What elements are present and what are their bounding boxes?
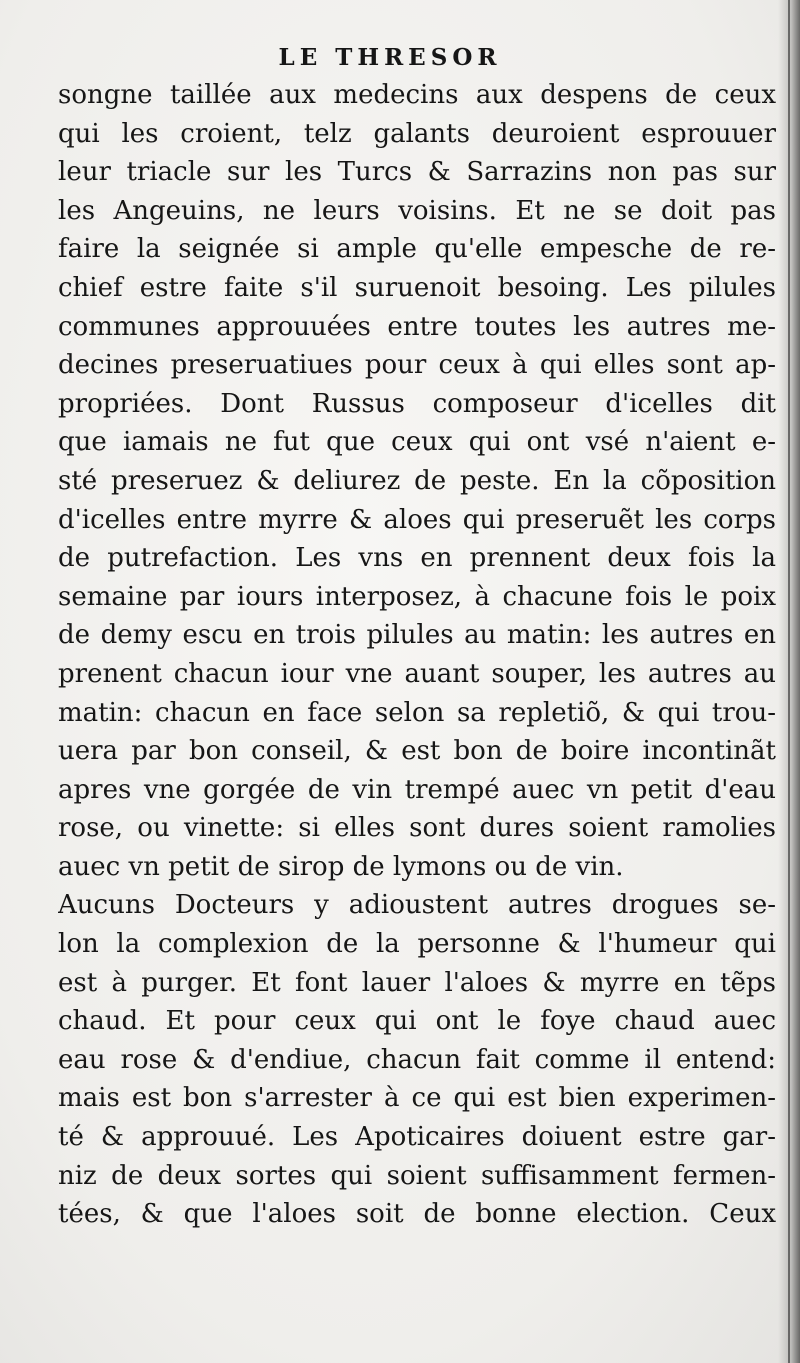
text-line: qui les croient, telz galants deuroient esprouuer — [58, 118, 776, 149]
text-line: sté preseruez & deliurez de peste. En la cõposition — [58, 465, 776, 496]
page-edge-line — [788, 0, 790, 1363]
text-line: faire la seignée si ample qu'elle empesche de re- — [58, 234, 776, 265]
text-line: chaud. Et pour ceux qui ont le foye chaud auec — [58, 1006, 776, 1037]
text-line: uera par bon conseil, & est bon de boire incontinãt — [58, 736, 776, 767]
text-line: chief estre faite s'il suruenoit besoing. Les pilules — [58, 272, 776, 303]
text-line: lon la complexion de la personne & l'humeur qui — [58, 929, 776, 960]
text-line: de demy escu en trois pilules au matin: les autres en — [58, 620, 776, 651]
text-line: matin: chacun en face selon sa repletiõ, & qui trou- — [58, 697, 776, 728]
text-line: prenent chacun iour vne auant souper, les autres au — [58, 658, 776, 689]
text-line: tées, & que l'aloes soit de bonne election. Ceux — [58, 1199, 776, 1230]
text-line: eau rose & d'endiue, chacun fait comme il entend: — [58, 1044, 776, 1075]
text-line: que iamais ne fut que ceux qui ont vsé n'aient e- — [58, 427, 776, 458]
text-line: songne taillée aux medecins aux despens de ceux — [58, 80, 776, 110]
text-line: auec vn petit de sirop de lymons ou de vin. — [58, 851, 624, 882]
text-line: de putrefaction. Les vns en prennent deux fois la — [58, 543, 776, 574]
text-line: communes approuuées entre toutes les autres me- — [58, 311, 776, 342]
text-line: semaine par iours interposez, à chacune fois le poix — [58, 581, 776, 612]
text-line: rose, ou vinette: si elles sont dures soient ramolies — [58, 813, 776, 844]
text-line: les Angeuins, ne leurs voisins. Et ne se doit pas — [58, 195, 776, 226]
text-line: d'icelles entre myrre & aloes qui preseruẽt les corps — [58, 504, 776, 535]
text-line: propriées. Dont Russus composeur d'icelles dit — [58, 388, 776, 419]
body-text — [58, 76, 776, 1234]
text-line: Aucuns Docteurs y adioustent autres drogues se- — [58, 890, 776, 921]
text-line: leur triacle sur les Turcs & Sarrazins non pas sur — [58, 157, 776, 188]
text-line: decines preseruatiues pour ceux à qui elles sont ap- — [58, 350, 776, 381]
running-head: LE THRESOR — [278, 44, 502, 71]
text-line: mais est bon s'arrester à ce qui est bien experimen- — [58, 1083, 776, 1114]
text-line: apres vne gorgée de vin trempé auec vn petit d'eau — [58, 774, 776, 805]
text-line: niz de deux sortes qui soient suffisamment fermen- — [58, 1160, 776, 1191]
text-line: est à purger. Et font lauer l'aloes & myrre en tẽps — [58, 967, 776, 998]
text-line: té & approuué. Les Apoticaires doiuent estre gar- — [58, 1122, 776, 1153]
